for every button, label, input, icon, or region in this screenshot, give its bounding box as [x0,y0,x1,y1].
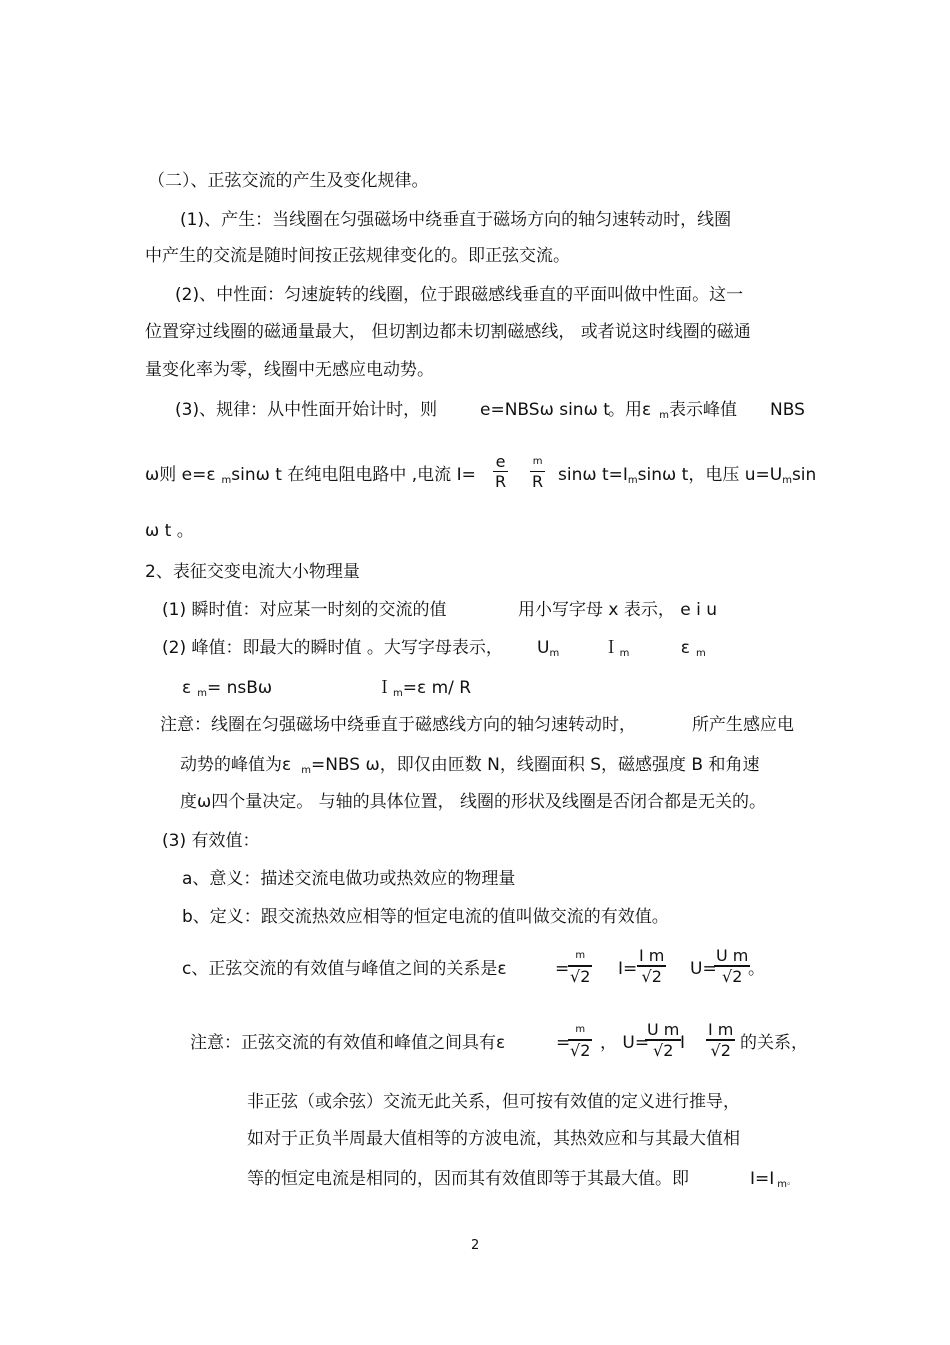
effective-meaning: a、意义：描述交流电做功或热效应的物理量 [182,869,516,889]
p1-line2: 中产生的交流是随时间按正弦规律变化的。即正弦交流。 [145,246,570,266]
peak-formula-eps: ε [182,678,192,698]
fraction-m-den: R [532,472,544,491]
effective-title: (3) 有效值： [162,831,260,851]
p3-current-sub: m [627,475,638,486]
relation-frac-u-num: U m [716,946,749,965]
p3-epsilon: 。用ε [608,400,652,420]
relation-frac-e-num: m [568,947,592,966]
peak-e-sub: m [695,648,706,659]
p3-sin: sin [791,465,817,485]
p3-current: sinω t=I [558,465,628,485]
note2-frac-u-den: √2 [645,1040,681,1061]
peak-i: Ｉ [602,638,620,658]
relation-eq1: = [555,959,570,979]
note2-line3: 如对于正负半周最大值相等的方波电流，其热效应和与其最大值相 [247,1129,740,1149]
note2-frac-e-num: m [568,1021,592,1040]
relation-eq2: I= [618,959,638,979]
relation-frac-i-den: √2 [637,966,666,987]
note1-line1: 注意：线圈在匀强磁场中绕垂直于磁感线方向的轴匀速转动时， [160,715,636,735]
relation-frac-u-den: √2 [714,966,750,987]
p3-line1-use [608,399,737,427]
note2-i-eq: I=I [750,1169,775,1189]
instant-value-def: (1) 瞬时值：对应某一时刻的交流的值 [162,600,447,620]
note2-line2: 非正弦（或余弦）交流无此关系，但可按有效值的定义进行推导， [247,1092,740,1112]
note2-line4: 等的恒定电流是相同的，因而其有效值即等于其最大值。即 [247,1169,689,1189]
note1-line3: 度ω四个量决定。 与轴的具体位置， 线圈的形状及线圈是否闭合都是无关的。 [180,792,767,812]
p3-formula-e: e=NBSω sinω t [480,400,610,420]
p3-voltage-sub: m [782,475,792,486]
p3-peak-label: 表示峰值 [668,400,737,420]
p3-e-eq-sub: m [221,475,232,486]
peak-formula-eps-rhs: = nsBω [206,678,273,698]
note2-i-eq-end: 。 [787,1177,797,1187]
fraction-e-over-r [493,453,508,492]
peak-formula-eps-sub: m [197,688,207,699]
effective-definition: b、定义：跟交流热效应相等的恒定电流的值叫做交流的有效值。 [182,907,669,927]
note2-eq1: = [556,1033,571,1053]
fraction-m-num: m [530,453,545,472]
note1-line2 [180,754,760,782]
p2-line3: 量变化率为零，线圈中无感应电动势。 [145,360,434,380]
peak-value-def: (2) 峰值：即最大的瞬时值 。大写字母表示， [162,638,503,658]
note1-line1-end: 所产生感应电 [692,715,794,735]
relation-frac-u [714,947,750,987]
note2-frac-i-num: I m [708,1020,734,1039]
p2-line1: (2)、中性面：匀速旋转的线圈，位于跟磁感线垂直的平面叫做中性面。这一 [175,285,744,305]
effective-relation: c、正弦交流的有效值与峰值之间的关系是ε [182,959,507,979]
section-title: （二）、正弦交流的产生及变化规律。 [148,171,429,191]
note2-frac-e-den: √2 [570,1041,591,1060]
note2-line4-formula [750,1168,796,1196]
note2-line1-end: 的关系， [740,1033,808,1053]
note1-peak-rhs: =NBS ω，即仅由匝数 N，线圈面积 S，磁感强度 B 和角速 [310,755,760,775]
relation-end: 。 [748,959,765,979]
peak-i-sub: m [619,648,630,659]
relation-frac-e [568,947,592,987]
p3-line3: ω t 。 [145,521,194,541]
note2-i-eq-sub: m [777,1179,788,1190]
p3-line2-mid: sinω t 在纯电阻电路中 ,电流 I= [231,465,476,485]
note2-eq2: ， U= [600,1033,650,1053]
p3-line1-text: (3)、规律：从中性面开始计时，则 [175,400,438,420]
section2-title: 2、表征交变电流大小物理量 [145,562,360,582]
relation-frac-i-num: I m [639,946,665,965]
peak-formula-i-sub: m [393,688,403,699]
fraction-e-num: e [493,453,508,472]
peak-symbols [537,637,706,665]
p3-e-eq: ω则 e=ε [145,465,216,485]
note2-frac-i [706,1021,735,1061]
note2-frac-u [645,1021,681,1061]
p3-line2-start [145,464,476,492]
relation-frac-i [637,947,666,987]
p3-line2-end [558,464,816,492]
p3-nbs: NBS [770,400,805,420]
p3-voltage: sinω t，电压 u=U [637,465,783,485]
peak-formula-e [182,677,272,705]
note2-mid: I [680,1033,686,1053]
peak-e: ε [680,638,690,658]
p3-epsilon-sub: m [659,410,669,421]
peak-u: U [537,638,550,658]
fraction-e-den: R [495,472,507,491]
peak-formula-i [376,677,471,705]
note2-frac-u-num: U m [647,1020,680,1039]
relation-eq3: U= [690,959,717,979]
note1-peak-label: 动势的峰值为ε [180,755,292,775]
note2-frac-e [568,1021,592,1061]
page-number: 2 [471,1238,480,1253]
peak-u-sub: m [549,648,560,659]
fraction-m-over-r [530,453,545,492]
peak-formula-i-sym: Ｉ [376,678,393,698]
note2-frac-i-den: √2 [706,1040,735,1061]
relation-frac-e-den: √2 [570,967,591,986]
p1-line1: (1)、产生：当线圈在匀强磁场中绕垂直于磁场方向的轴匀速转动时，线圈 [180,210,732,230]
note2-line1: 注意：正弦交流的有效值和峰值之间具有ε [190,1033,506,1053]
p2-line2: 位置穿过线圈的磁通量最大， 但切割边都未切割磁感线， 或者说这时线圈的磁通 [145,322,751,342]
note1-peak-sub: m [301,765,311,776]
peak-formula-i-rhs: =ε m/ R [402,678,472,698]
instant-value-symbols: 用小写字母 x 表示， e i u [518,600,718,620]
